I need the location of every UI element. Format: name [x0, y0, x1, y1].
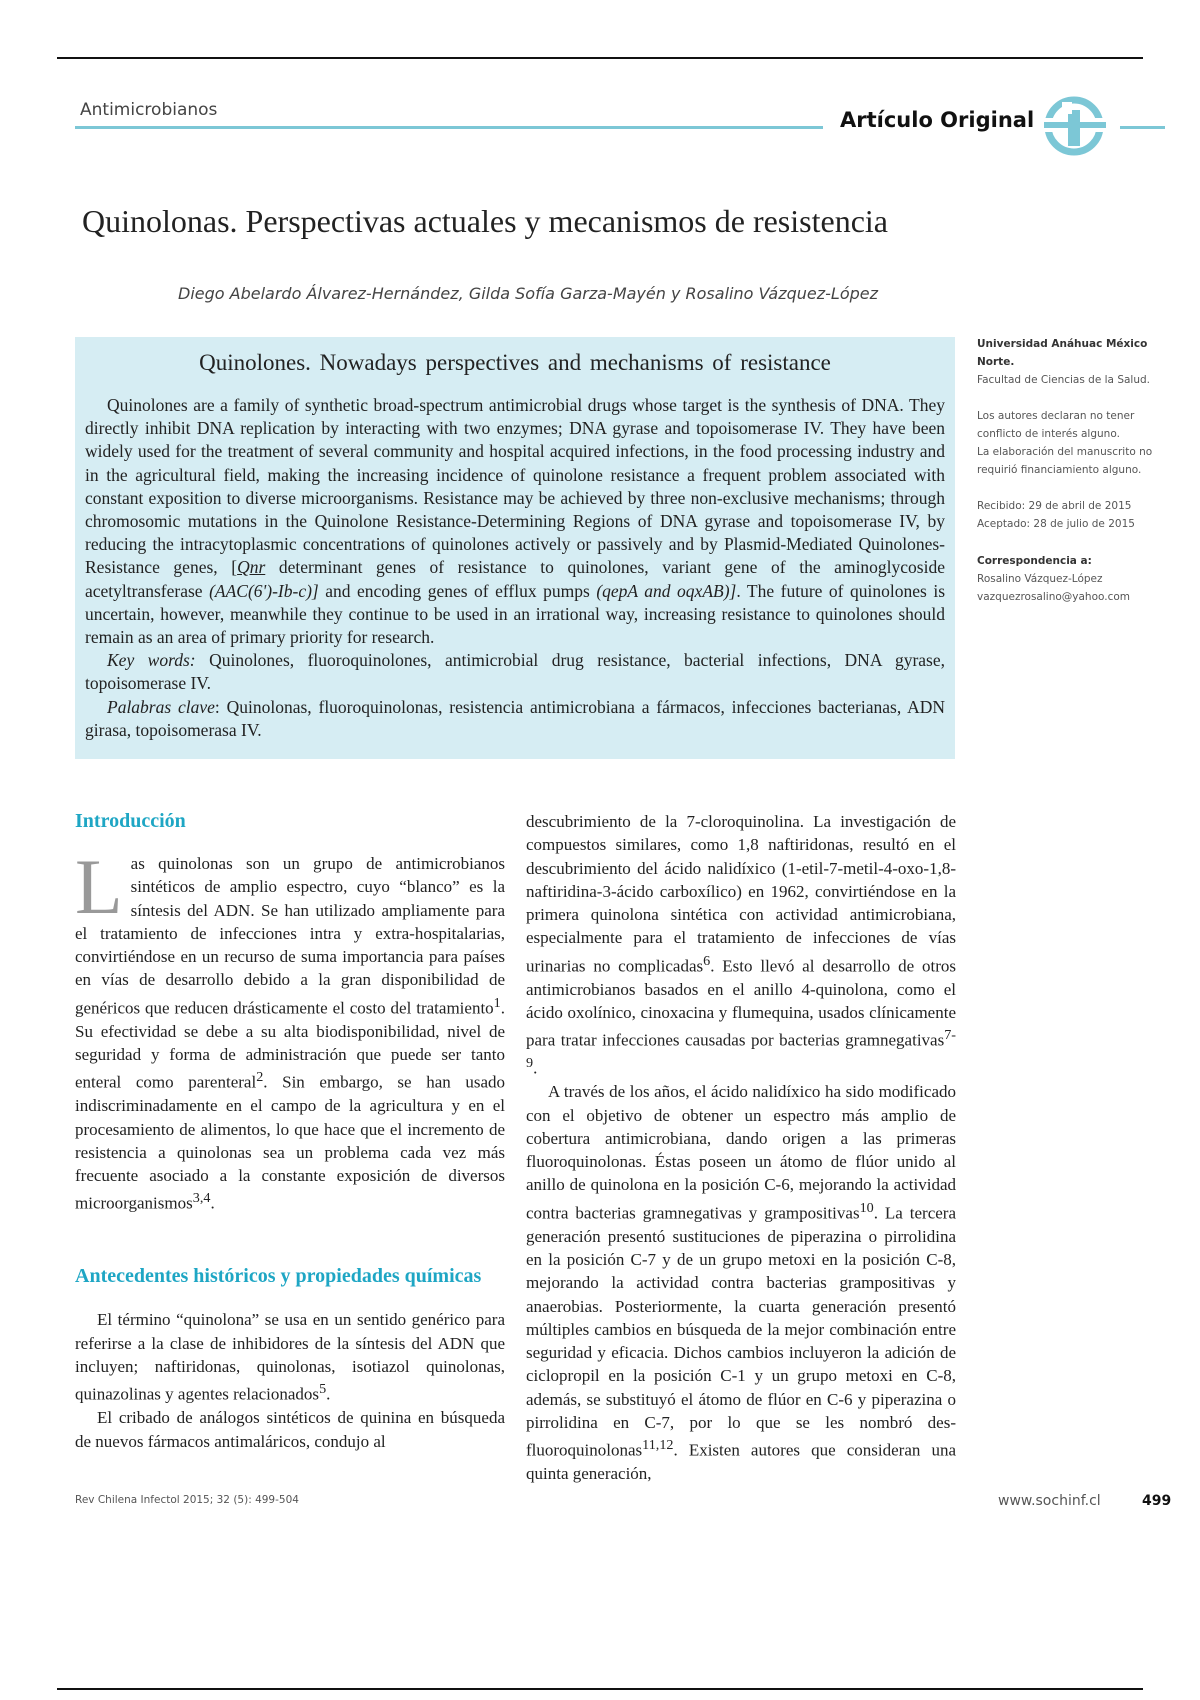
header-divider [75, 126, 823, 129]
intro-heading: Introducción [75, 810, 186, 832]
accepted-date: Aceptado: 28 de julio de 2015 [977, 518, 1135, 530]
affiliation-name: Universidad Anáhuac México Norte. [977, 338, 1148, 368]
funding-statement: La elaboración del manuscrito no requirió financiamiento alguno. [977, 446, 1153, 476]
bottom-rule [57, 1688, 1143, 1690]
dropcap: L [75, 843, 123, 930]
correspondence-name: Rosalino Vázquez-López [977, 573, 1103, 585]
qnr-term: Qnr [237, 557, 266, 578]
header-divider-right [1120, 126, 1165, 129]
abstract-title: Quinolones. Nowadays perspectives and mechanisms of resistance [199, 350, 831, 375]
right-paragraph-1: descubrimiento de la 7-cloroquinolina. La investigación de compuestos similares, como 1,8 naftiridonas, resultó en el descubrimiento del ácido nalidíxico (1-etil-7-metil-4-oxo-1,8-naftiridina-3-ácido carboxílico) en 1962, convirtiéndose en la primera quinolona sintética con actividad antimicrobiana, especialmente para el tratamiento de infecciones de vías urinarias no complicadas$^6$. Esto llevó al desarrollo de otros antimicrobianos basados en el anillo 4-quinolona, como el ácido oxolínico, cinoxacina y flumequina, usados clínicamente para tratar infecciones causadas por bacterias gramnegativas$^{7-9}$. [526, 812, 956, 1078]
abstract-body: Quinolones are a family of synthetic broad-spectrum antimicrobial drugs whose target is the synthesis of DNA. They directly inhibit DNA replication by interacting with two enzymes; DNA gyrase and topoisomerase IV. They have been widely used for the treatment of several community and hospital acquired infections, in the food processing industry and in the agricultural field, making the increasing incidence of quinolone resistance a frequent problem associated with constant exposition to diverse microorganisms. Resistance may be achieved by three non-exclusive mechanisms; through chromosomic mutations in the Quinolone Resistance-Determining Regions of DNA gyrase and topoisomerase IV, by reducing the intracytoplasmic concentrations of quinolones actively or passively and by Plasmid-Mediated Quinolones-Resistance genes, [Qnr determinant genes of resistance to quinolones, variant gene of the aminoglycoside acetyltransferase (AAC(6')-Ib-c)] and encoding genes of efflux pumps (qepA and oqxAB)]. The future of quinolones is uncertain, however, meanwhile they continue to be used in an irrational way, increasing resistance to quinolones should remain as an area of primary priority for research. [85, 395, 945, 648]
dates [977, 497, 1177, 533]
journal-logo-icon [1040, 92, 1116, 158]
history-paragraph-1: El término “quinolona” se usa en un sentido genérico para referirse a la clase de inhibidores de la síntesis del ADN que incluyen; naftiridonas, quinolonas, isotiazol quinolonas, quinazolinas y agentes relacionados$^5$. [75, 1310, 505, 1404]
history-paragraph-2: El cribado de análogos sintéticos de quinina en búsqueda de nuevos fármacos antimaláricos, condujo al [75, 1408, 505, 1451]
history-heading: Antecedentes históricos y propiedades químicas [75, 1265, 482, 1288]
received-date: Recibido: 29 de abril de 2015 [977, 500, 1132, 512]
correspondence [977, 552, 1177, 606]
aac-term: (AAC(6')-Ib-c)] [209, 580, 319, 601]
disclosures [977, 407, 1177, 479]
pumps-term: (qepA and oqxAB)] [596, 580, 737, 601]
abstract-box [75, 337, 955, 759]
abstract-text [85, 394, 945, 742]
footer-citation: Rev Chilena Infectol 2015; 32 (5): 499-504 [75, 1494, 299, 1506]
footer-website[interactable]: www.sochinf.cl [998, 1493, 1101, 1509]
affiliation [977, 335, 1177, 389]
page-number: 499 [1142, 1493, 1172, 1509]
article-type: Artículo Original [840, 108, 1035, 132]
abstract-keywords: Key words: Quinolones, fluoroquinolones, antimicrobial drug resistance, bacterial infections, DNA gyrase, topoisomerase IV. [85, 650, 945, 694]
left-column [75, 810, 505, 1453]
top-rule [57, 57, 1143, 59]
conflict-statement: Los autores declaran no tener conflicto de interés alguno. [977, 410, 1135, 440]
correspondence-email[interactable]: vazquezrosalino@yahoo.com [977, 591, 1131, 603]
article-authors: Diego Abelardo Álvarez-Hernández, Gilda Sofía Garza-Mayén y Rosalino Vázquez-López [178, 284, 879, 303]
article-title: Quinolonas. Perspectivas actuales y mecanismos de resistencia [82, 203, 888, 239]
abstract-palabras-clave: Palabras clave: Quinolonas, fluoroquinolonas, resistencia antimicrobiana a fármacos, infecciones bacterianas, ADN girasa, topoisomerasa IV. [85, 696, 945, 740]
section-label: Antimicrobianos [80, 100, 218, 120]
affiliation-dept: Facultad de Ciencias de la Salud. [977, 374, 1150, 386]
right-paragraph-2: A través de los años, el ácido nalidíxico ha sido modificado con el objetivo de obtener un espectro más amplio de cobertura antimicrobiana, dando origen a las primeras fluoroquinolonas. Éstas poseen un átomo de flúor unido al anillo de quinolona en la posición C-6, mejorando la actividad contra bacterias gramnegativas y grampositivas$^{10}$. La tercera generación presentó sustituciones de piperazina o pirrolidina en la posición C-7 y de un grupo metoxi en la posición C-8, mejorando la actividad contra bacterias grampositivas y anaerobias. Posteriormente, la cuarta generación presentó múltiples cambios en búsqueda de la mejor combinación entre seguridad y eficacia. Dichos cambios incluyeron la adición de ciclopropil en la posición C-1 y un grupo metoxi en C-8, además, se substituyó el átomo de flúor en C-6 y piperazina o pirrolidina en C-7, por lo que se les nombró des-fluoroquinolonas$^{11,12}$. Existen autores que consideran una quinta generación, [526, 1082, 956, 1484]
right-column [526, 810, 956, 1486]
intro-paragraph: Las quinolonas son un grupo de antimicrobianos sintéticos de amplio espectro, cuyo “blanco” es la síntesis del ADN. Se han utilizado ampliamente para el tratamiento de infecciones intra y extra-hospitalarias, convirtiéndose en un recurso de suma importancia para países en vías de desarrollo debido a la gran disponibilidad de genéricos que reducen drásticamente el costo del tratamiento$^1$. Su efectividad se debe a su alta biodisponibilidad, nivel de seguridad y forma de administración que puede ser tanto enteral como parenteral$^2$. Sin embargo, se han usado indiscriminadamente en el campo de la agricultura y en el procesamiento de alimentos, lo que hace que el incremento de resistencia a quinolonas sea un problema cada vez más frecuente asociado a la constante exposición de diversos microorganismos$^{3,4}$. [75, 843, 506, 1214]
correspondence-label: Correspondencia a: [977, 555, 1092, 567]
